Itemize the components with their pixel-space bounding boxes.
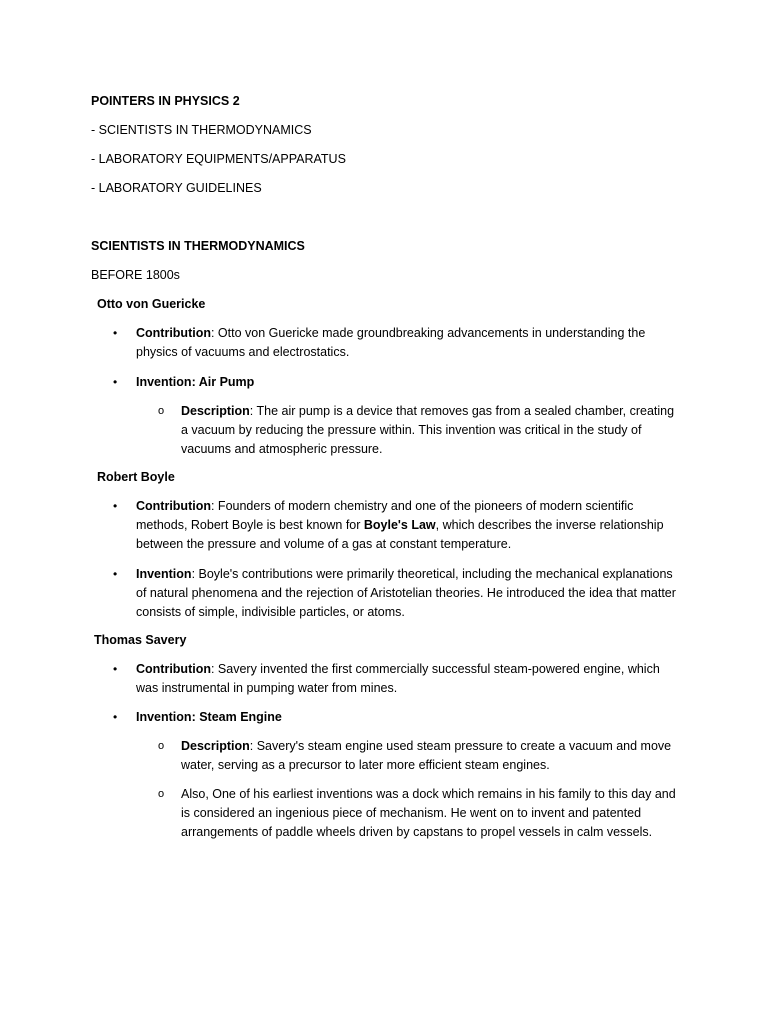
invention-text	[136, 708, 681, 727]
description-text	[181, 737, 681, 775]
sub-bullet-marker: o	[158, 740, 165, 752]
bullet-marker: •	[113, 567, 118, 581]
contribution-body: : Founders of modern chemistry and one of the pioneers of modern scientific methods, Robert Boyle is best known for	[136, 499, 634, 532]
contribution-label: Contribution	[136, 326, 211, 340]
doc-title: POINTERS IN PHYSICS 2	[91, 94, 240, 108]
description-body: : The air pump is a device that removes gas from a sealed chamber, creating a vacuum by reducing the pressure within. This invention was critical in the study of vacuums and atmospheric pressure.	[181, 404, 675, 456]
toc-item: - SCIENTISTS IN THERMODYNAMICS	[91, 123, 312, 137]
detail-text: Also, One of his earliest inventions was a dock which remains in his family to this day and is considered an ingenious piece of mechanism. He went on to invent and patented arrangements of paddle wheels driven by capstans to propel vessels in calm vessels.	[181, 787, 676, 839]
contribution-text	[136, 497, 681, 554]
contribution-body: : Otto von Guericke made groundbreaking advancements in understanding the physics of vacuums and electrostatics.	[136, 326, 646, 359]
bullet-marker: •	[113, 662, 118, 676]
invention-value: : Steam Engine	[191, 710, 282, 724]
invention-label: Invention	[136, 567, 192, 581]
bullet-marker: •	[113, 710, 118, 724]
era-label: BEFORE 1800s	[91, 268, 180, 282]
invention-body: : Boyle's contributions were primarily theoretical, including the mechanical explanations of natural phenomena and the rejection of Aristotelian theories. He introduced the idea that matter consists of simple, indivisible particles, or atoms.	[136, 567, 676, 619]
toc-item: - LABORATORY EQUIPMENTS/APPARATUS	[91, 152, 346, 166]
description-label: Description	[181, 404, 250, 418]
invention-text	[136, 373, 681, 392]
contribution-label: Contribution	[136, 662, 211, 676]
law-name: Boyle's Law	[363, 518, 436, 532]
bullet-marker: •	[113, 326, 118, 340]
bullet-marker: •	[113, 499, 118, 513]
scientist-name: Thomas Savery	[94, 633, 187, 647]
invention-text	[136, 565, 681, 622]
description-body: : Savery's steam engine used steam pressure to create a vacuum and move water, serving as a precursor to later more efficient steam engines.	[181, 739, 672, 772]
sub-bullet-marker: o	[158, 788, 165, 800]
toc-item: - LABORATORY GUIDELINES	[91, 181, 262, 195]
invention-value: : Air Pump	[191, 375, 255, 389]
scientist-name: Otto von Guericke	[97, 297, 206, 311]
contribution-text	[136, 660, 681, 698]
section-heading: SCIENTISTS IN THERMODYNAMICS	[91, 239, 305, 253]
description-text	[181, 402, 681, 459]
sub-bullet-marker: o	[158, 405, 165, 417]
contribution-body: , which describes the inverse relationship between the pressure and volume of a gas at constant temperature.	[136, 518, 664, 551]
bullet-marker: •	[113, 375, 118, 389]
contribution-text	[136, 324, 681, 362]
invention-label: Invention	[136, 375, 192, 389]
description-label: Description	[181, 739, 250, 753]
contribution-label: Contribution	[136, 499, 211, 513]
contribution-body: : Savery invented the first commercially successful steam-powered engine, which was instrumental in pumping water from mines.	[136, 662, 660, 695]
scientist-name: Robert Boyle	[97, 470, 175, 484]
invention-label: Invention	[136, 710, 192, 724]
